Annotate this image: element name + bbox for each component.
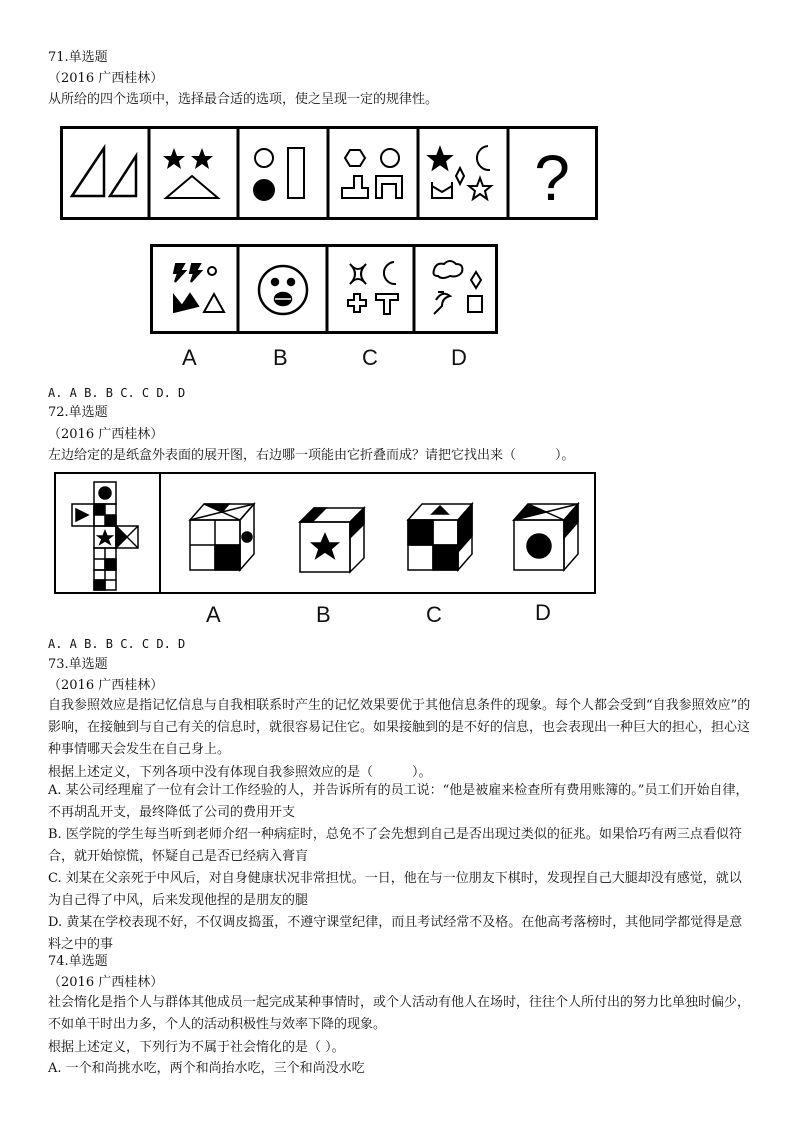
q73-option-a[interactable]: A. 某公司经理雇了一位有会计工作经验的人，并告诉所有的员工说：“他是被雇来检查所有费用账簿的。”员工们开始自律，不再胡乱开支，最终降低了公司的费用开支 xyxy=(48,783,749,820)
q71-answer-options[interactable]: A. A B. B C. C D. D xyxy=(48,386,186,400)
option-label-a: A xyxy=(182,345,197,370)
q73-source: （2016 广西桂林） xyxy=(48,678,164,693)
q72-source: （2016 广西桂林） xyxy=(48,427,164,442)
q74-option-a[interactable]: A. 一个和尚挑水吃，两个和尚抬水吃，三个和尚没水吃 xyxy=(48,1061,365,1076)
cube-label-c: C xyxy=(426,602,442,627)
q73-option-d[interactable]: D. 黄某在学校表现不好，不仅调皮捣蛋，不遵守课堂纪律，而且考试经常不及格。在他高考落榜时，其他同学都觉得是意料之中的事 xyxy=(48,915,743,952)
hexagon-circle-blocks-shape xyxy=(342,149,402,198)
cube-net-figure xyxy=(72,482,138,590)
q71-sequence-figure xyxy=(60,126,600,222)
cube-d-figure xyxy=(514,504,578,570)
question-mark: ? xyxy=(534,142,570,214)
q71-header: 71.单选题 xyxy=(48,50,108,65)
option-c-figure xyxy=(348,262,398,314)
q74-source: （2016 广西桂林） xyxy=(48,975,164,990)
q73-option-b[interactable]: B. 医学院的学生每当听到老师介绍一种病症时，总免不了会先想到自己是否出现过类似的征兆。如果恰巧有两三点看似符合，就开始惊慌，怀疑自己是否已经病入膏肓 xyxy=(48,827,742,864)
q74-header: 74.单选题 xyxy=(48,954,108,969)
option-d-figure xyxy=(434,261,483,314)
q72-header: 72.单选题 xyxy=(48,405,108,420)
mixed-shapes-shape xyxy=(429,146,491,199)
q72-stem: 左边给定的是纸盒外表面的展开图，右边哪一项能由它折叠而成？请把它找出来（ ）。 xyxy=(48,448,575,463)
q71-source: （2016 广西桂林） xyxy=(48,71,164,86)
cube-a-figure xyxy=(190,504,254,570)
option-label-d: D xyxy=(451,345,467,370)
option-label-b: B xyxy=(273,345,288,370)
q74-definition: 社会惰化是指个人与群体其他成员一起完成某种事情时，或个人活动有他人在场时，往往个人所付出的努力比单独时偏少，不如单干时出力多，个人的活动积极性与效率下降的现象。 xyxy=(48,995,751,1032)
q74-question: 根据上述定义，下列行为不属于社会惰化的是（ ）。 xyxy=(48,1040,345,1055)
q71-options-figure xyxy=(150,244,500,336)
q73-question: 根据上述定义，下列各项中没有体现自我参照效应的是（ ）。 xyxy=(48,765,432,780)
cube-b-figure xyxy=(300,508,364,572)
q73-definition: 自我参照效应是指记忆信息与自我相联系时产生的记忆效果要优于其他信息条件的现象。每个人都会受到“自我参照效应”的影响，在接触到与自己有关的信息时，就很容易记住它。如果接触到的是不好的信息，也会表现出一种巨大的担心，担心这种事情哪天会发生在自己身上。 xyxy=(48,698,751,757)
cube-label-d: D xyxy=(535,600,551,625)
q73-header: 73.单选题 xyxy=(48,657,108,672)
cube-label-b: B xyxy=(316,602,331,627)
two-triangles-shape xyxy=(72,148,136,196)
q72-answer-options[interactable]: A. A B. B C. C D. D xyxy=(48,637,186,651)
option-a-figure xyxy=(174,264,224,312)
cube-label-a: A xyxy=(206,602,221,627)
cube-c-figure xyxy=(408,504,472,570)
q71-stem: 从所给的四个选项中，选择最合适的选项，使之呈现一定的规律性。 xyxy=(48,92,439,107)
option-label-c: C xyxy=(362,345,378,370)
option-b-face-figure xyxy=(259,266,307,314)
q72-cube-figure xyxy=(54,472,598,596)
circles-rectangle-shape xyxy=(254,148,304,200)
q73-option-c[interactable]: C. 刘某在父亲死于中风后，对自身健康状况非常担忧。一日，他在与一位朋友下棋时，发现捏自己大腿却没有感觉，就以为自己得了中风，后来发现他捏的是朋友的腿 xyxy=(48,871,742,908)
stars-triangle-shape xyxy=(163,148,218,198)
